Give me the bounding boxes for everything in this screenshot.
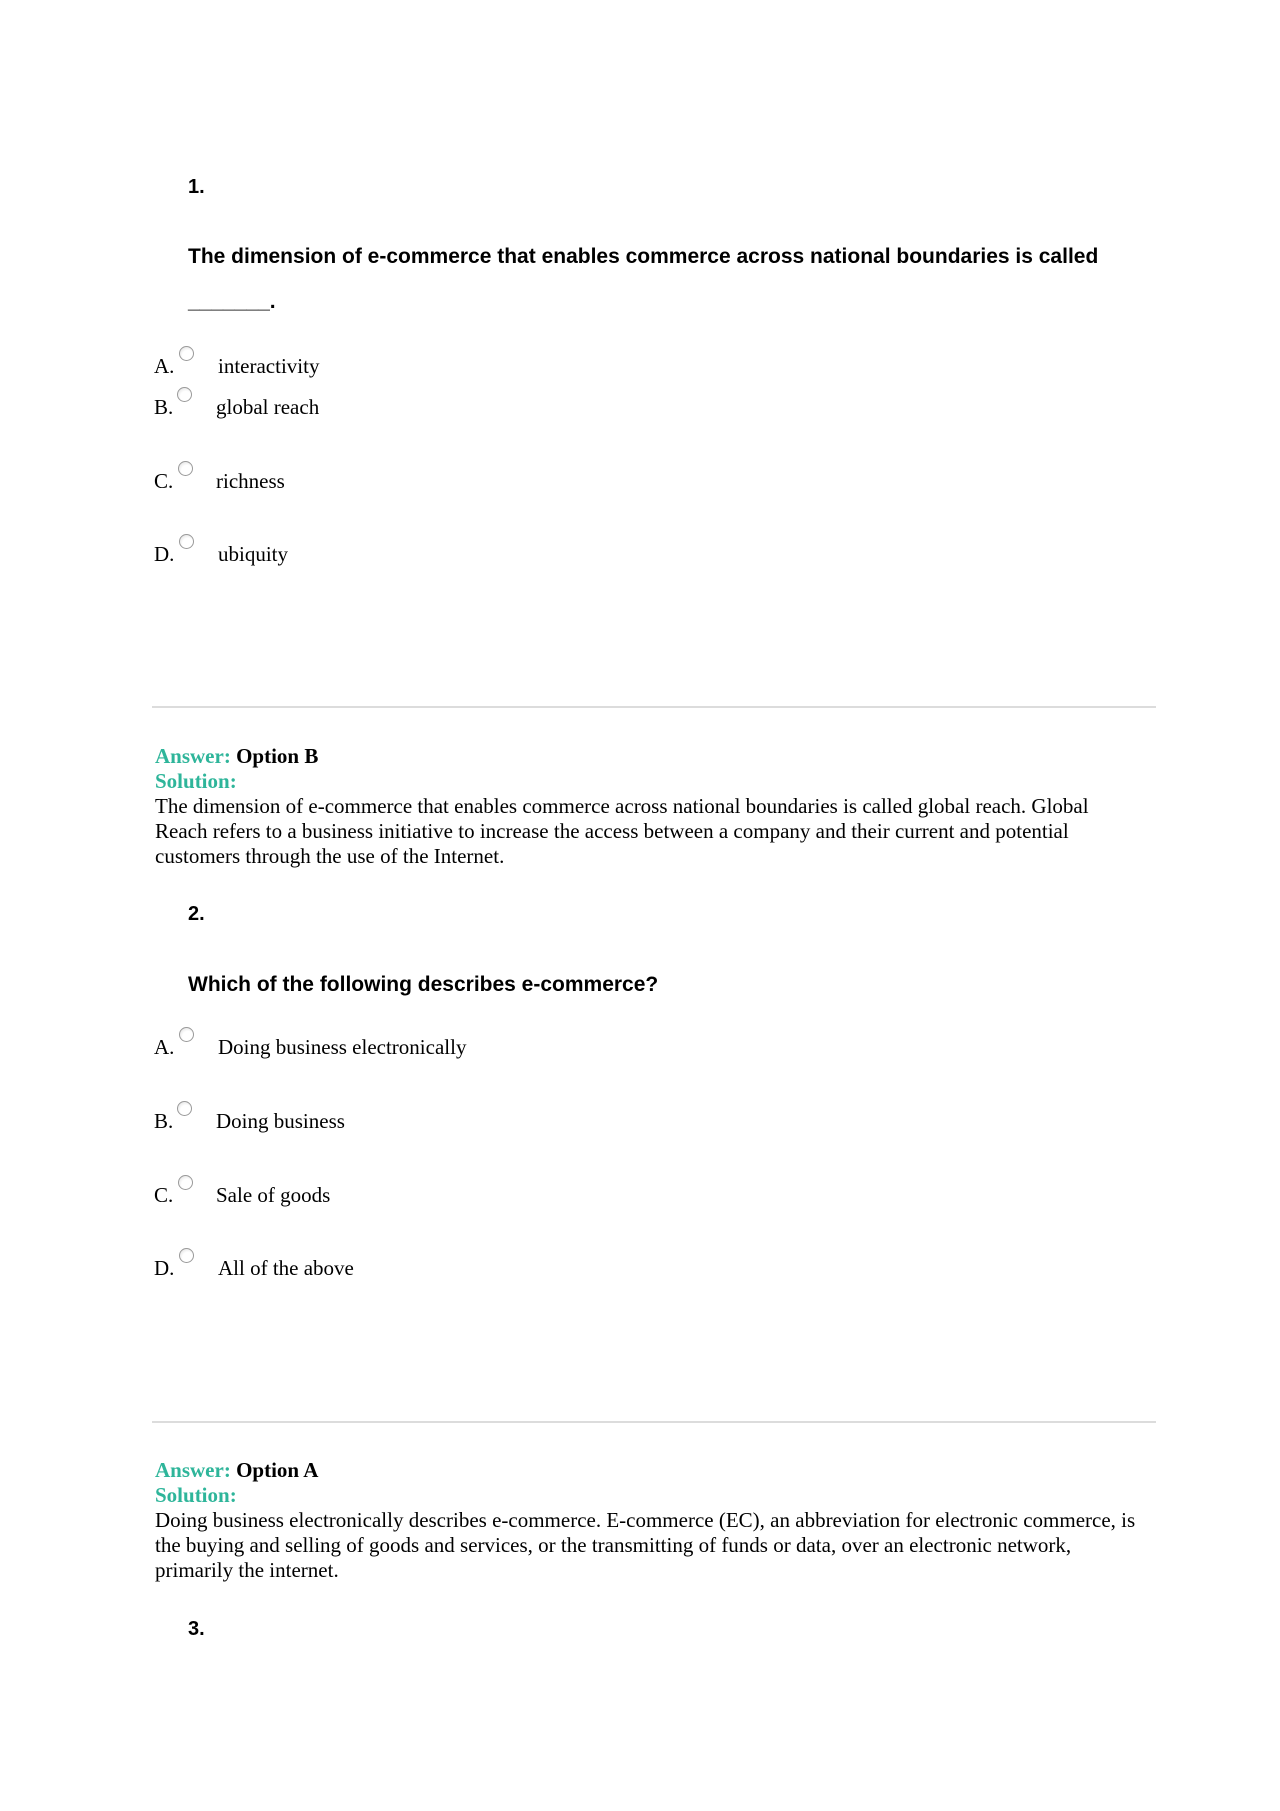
option-letter: D. <box>154 542 175 566</box>
option-letter: D. <box>154 1256 175 1280</box>
answer-label: Answer: <box>155 1458 231 1482</box>
question-number: 3. <box>188 1618 205 1640</box>
answer-line <box>155 744 1145 769</box>
option-letter: A. <box>154 1035 175 1059</box>
option-label: Doing business electronically <box>218 1035 467 1059</box>
radio-button[interactable] <box>178 1175 193 1190</box>
answer-line <box>155 1458 1145 1483</box>
answer-value: Option B <box>236 744 319 768</box>
radio-button[interactable] <box>177 1101 192 1116</box>
radio-button[interactable] <box>177 387 192 402</box>
option-letter: A. <box>154 354 175 378</box>
option-letter: C. <box>154 1183 174 1207</box>
divider <box>152 706 1156 708</box>
option-label: All of the above <box>218 1256 354 1280</box>
divider <box>152 1421 1156 1423</box>
option-label: richness <box>216 469 285 493</box>
radio-button[interactable] <box>179 346 194 361</box>
radio-button[interactable] <box>179 1027 194 1042</box>
question-text: Which of the following describes e-commerce? <box>188 973 659 996</box>
answer-block <box>155 744 1145 869</box>
question-text: The dimension of e-commerce that enables commerce across national boundaries is called <box>188 245 1099 268</box>
option-label: global reach <box>216 395 320 419</box>
option-label: ubiquity <box>218 542 289 566</box>
option-label: Sale of goods <box>216 1183 331 1207</box>
answer-block <box>155 1458 1145 1583</box>
option-letter: B. <box>154 1109 174 1133</box>
question-number: 1. <box>188 176 205 198</box>
question-blank: _______. <box>188 290 276 313</box>
radio-button[interactable] <box>179 1248 194 1263</box>
question-number: 2. <box>188 903 205 925</box>
option-label: Doing business <box>216 1109 345 1133</box>
solution-text: The dimension of e-commerce that enables commerce across national boundaries is called global reach. Global Reach refers to a business initiative to increase the access between a company and their current and potential customers through the use of the Internet. <box>155 794 1089 868</box>
option-letter: B. <box>154 395 174 419</box>
option-label: interactivity <box>218 354 320 378</box>
solution-text: Doing business electronically describes e-commerce. E-commerce (EC), an abbreviation for electronic commerce, is the buying and selling of goods and services, or the transmitting of funds or data, over an electronic network, primarily the internet. <box>155 1508 1136 1582</box>
option-letter: C. <box>154 469 174 493</box>
solution-label: Solution: <box>155 769 237 793</box>
answer-value: Option A <box>236 1458 319 1482</box>
solution-label: Solution: <box>155 1483 237 1507</box>
radio-button[interactable] <box>178 461 193 476</box>
answer-label: Answer: <box>155 744 231 768</box>
radio-button[interactable] <box>179 534 194 549</box>
